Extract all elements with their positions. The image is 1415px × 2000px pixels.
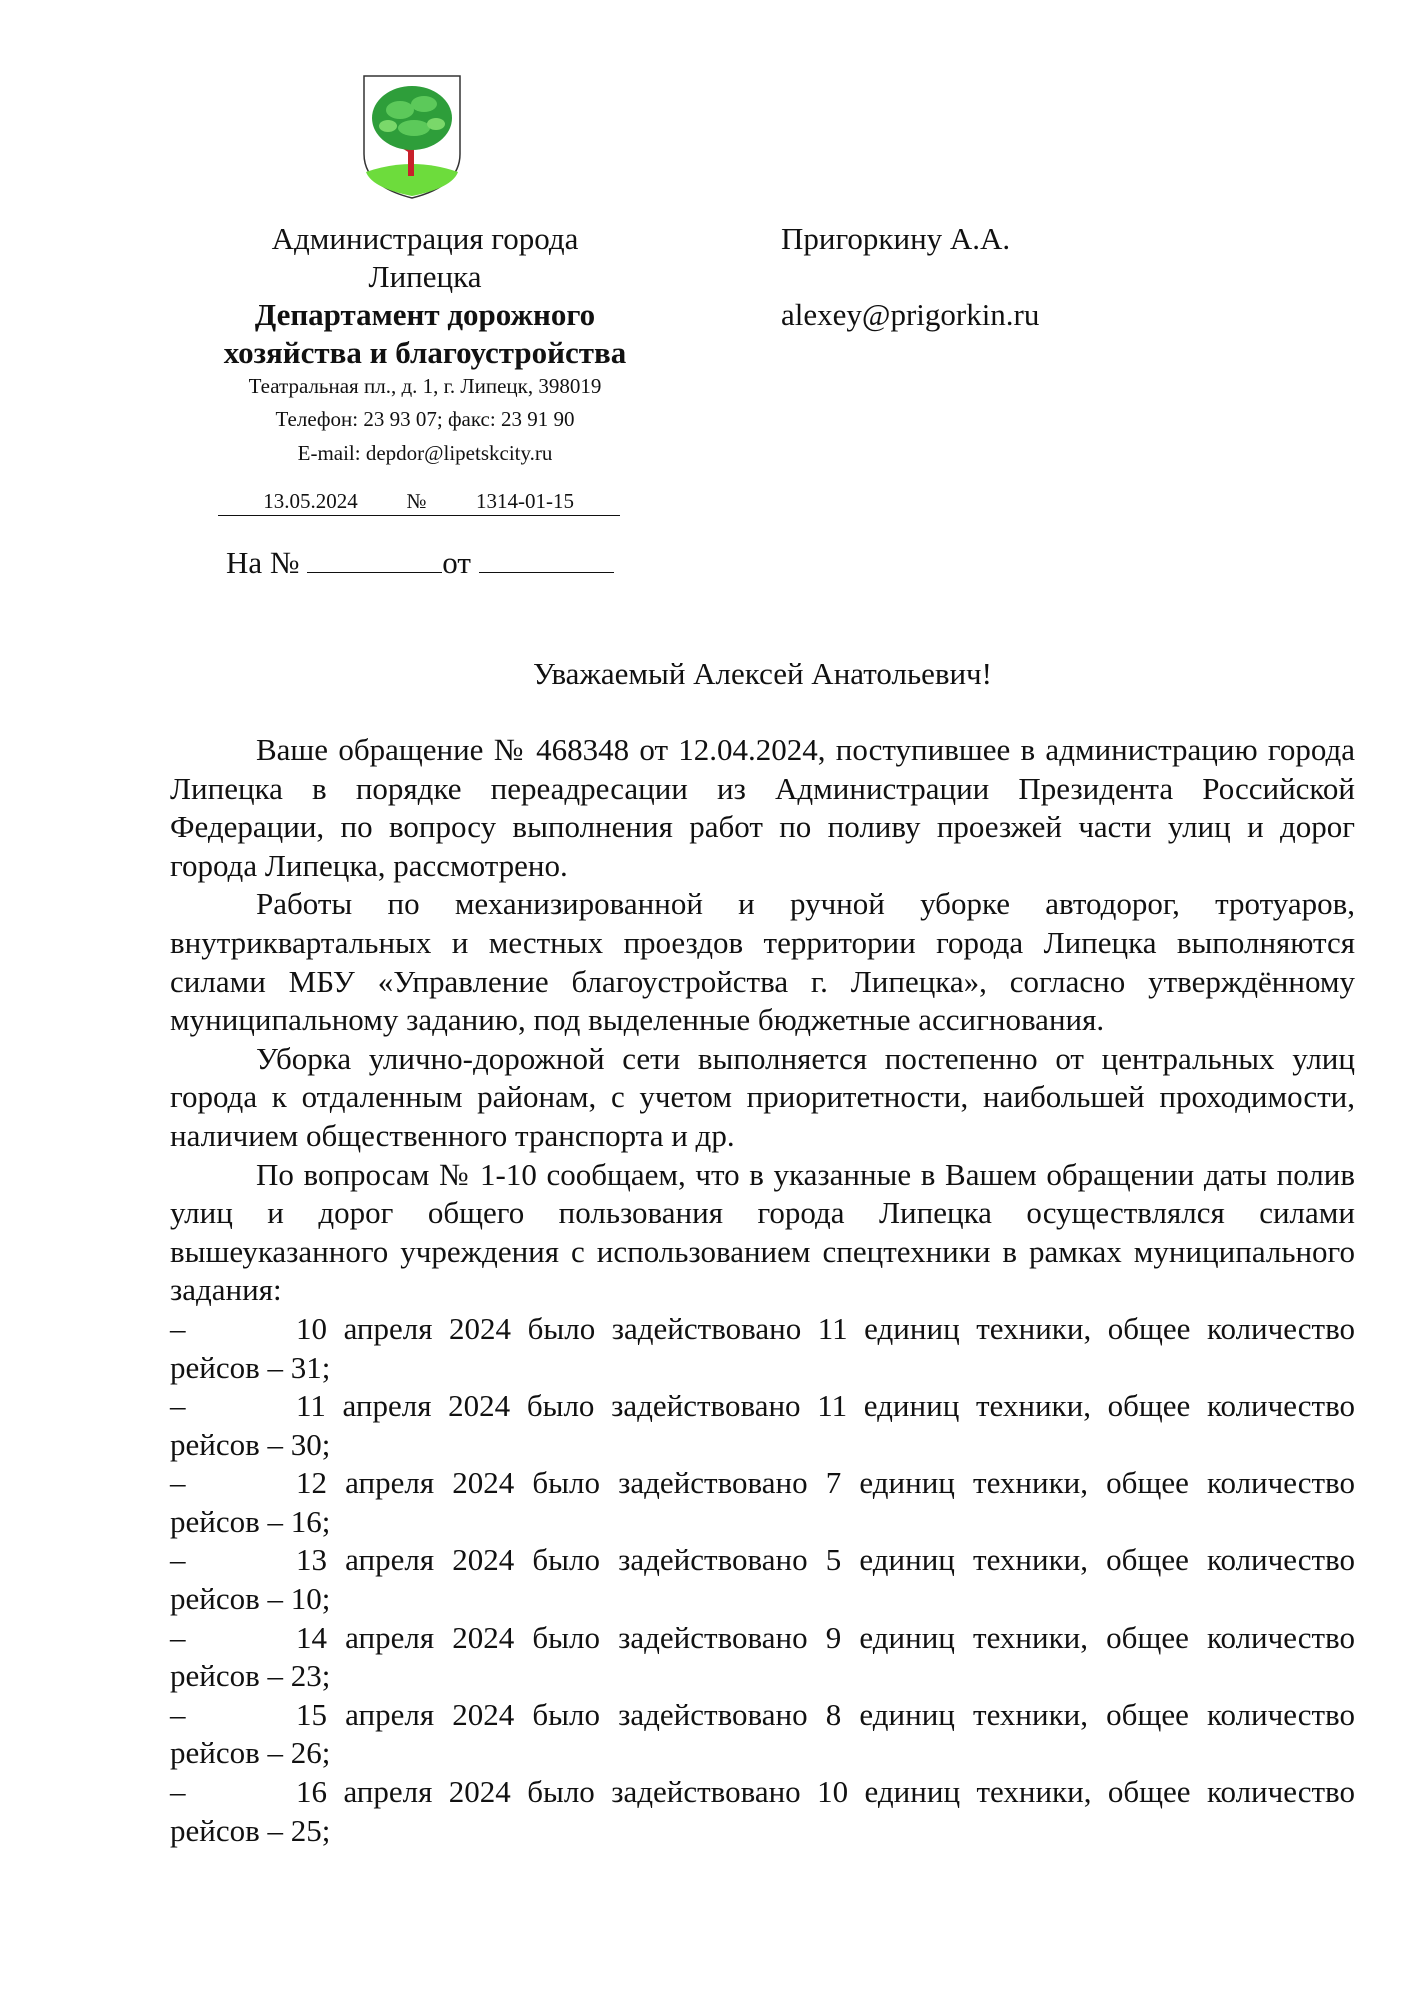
reply-to-number-blank: [307, 544, 442, 573]
sender-address: Театральная пл., д. 1, г. Липецк, 398019: [248, 374, 602, 398]
list-dash: –: [170, 1542, 186, 1578]
org-name-line1: Администрация города: [271, 221, 579, 256]
paragraph-3: Уборка улично-дорожной сети выполняется постепенно от центральных улиц города к отдаленным районам, с учетом приоритетности, наибольшей проходимости, наличием общественного транспорта и др.: [170, 1040, 1355, 1153]
list-item: [170, 1310, 1355, 1387]
letter-body: [170, 731, 1355, 1850]
paragraph-1: Ваше обращение № 468348 от 12.04.2024, поступившее в администрацию города Липецка в порядке переадресации из Администрации Президента Российской Федерации, по вопросу выполнения работ по поливу проезжей части улиц и дорог города Липецка, рассмотрено.: [170, 732, 1355, 883]
dept-name-line2: хозяйства и благоустройства: [223, 335, 627, 370]
list-item: [170, 1696, 1355, 1773]
list-item: [170, 1541, 1355, 1618]
list-dash: –: [170, 1465, 186, 1501]
list-dash: –: [170, 1310, 186, 1346]
greeting: Уважаемый Алексей Анатольевич!: [533, 656, 992, 691]
list-item: [170, 1773, 1355, 1850]
reply-to-date-blank: [479, 544, 614, 573]
registration-date: 13.05.2024: [218, 487, 403, 516]
sender-phone: Телефон: 23 93 07; факс: 23 91 90: [275, 407, 575, 431]
registration-line: [218, 487, 620, 516]
list-item: [170, 1464, 1355, 1541]
reply-to-from: от: [442, 545, 471, 580]
registration-number-sign: №: [403, 487, 430, 516]
paragraph-4: По вопросам № 1-10 сообщаем, что в указанные в Вашем обращении даты полив улиц и дорог общего пользования города Липецка осуществлялся силами вышеуказанного учреждения с использованием спецтехники в рамках муниципального задания:: [170, 1156, 1355, 1308]
recipient-email: alexey@prigorkin.ru: [781, 297, 1040, 332]
list-item-text: 13 апреля 2024 было задействовано 5 единиц техники, общее количество рейсов – 10;: [170, 1542, 1355, 1617]
list-dash: –: [170, 1619, 186, 1655]
list-dash: –: [170, 1388, 186, 1424]
org-name-line2: Липецка: [368, 259, 482, 294]
list-item-text: 15 апреля 2024 было задействовано 8 единиц техники, общее количество рейсов – 26;: [170, 1696, 1355, 1771]
city-emblem: [362, 74, 462, 200]
list-item-text: 16 апреля 2024 было задействовано 10 единиц техники, общее количество рейсов – 25;: [170, 1774, 1355, 1848]
coat-of-arms-icon: [362, 74, 462, 200]
list-item-text: 11 апреля 2024 было задействовано 11 единиц техники, общее количество рейсов – 30;: [170, 1388, 1355, 1462]
registration-number: 1314-01-15: [430, 487, 620, 516]
dept-name-line1: Департамент дорожного: [254, 297, 596, 332]
list-dash: –: [170, 1774, 186, 1810]
list-item: [170, 1387, 1355, 1464]
reply-to-line: [226, 544, 614, 582]
list-dash: –: [170, 1696, 186, 1732]
list-item-text: 10 апреля 2024 было задействовано 11 единиц техники, общее количество рейсов – 31;: [170, 1310, 1355, 1385]
sender-email: E-mail: depdor@lipetskcity.ru: [297, 441, 553, 465]
list-item-text: 12 апреля 2024 было задействовано 7 единиц техники, общее количество рейсов – 16;: [170, 1465, 1355, 1539]
list-item: [170, 1619, 1355, 1696]
list-item-text: 14 апреля 2024 было задействовано 9 единиц техники, общее количество рейсов – 23;: [170, 1619, 1355, 1694]
paragraph-2: Работы по механизированной и ручной уборке автодорог, тротуаров, внутриквартальных и местных проездов территории города Липецка выполняются силами МБУ «Управление благоустройства г. Липецка», согласно утверждённому муниципальному заданию, под выделенные бюджетные ассигнования.: [170, 886, 1355, 1038]
reply-to-prefix: На №: [226, 545, 300, 580]
recipient-name: Пригоркину А.А.: [781, 221, 1011, 256]
